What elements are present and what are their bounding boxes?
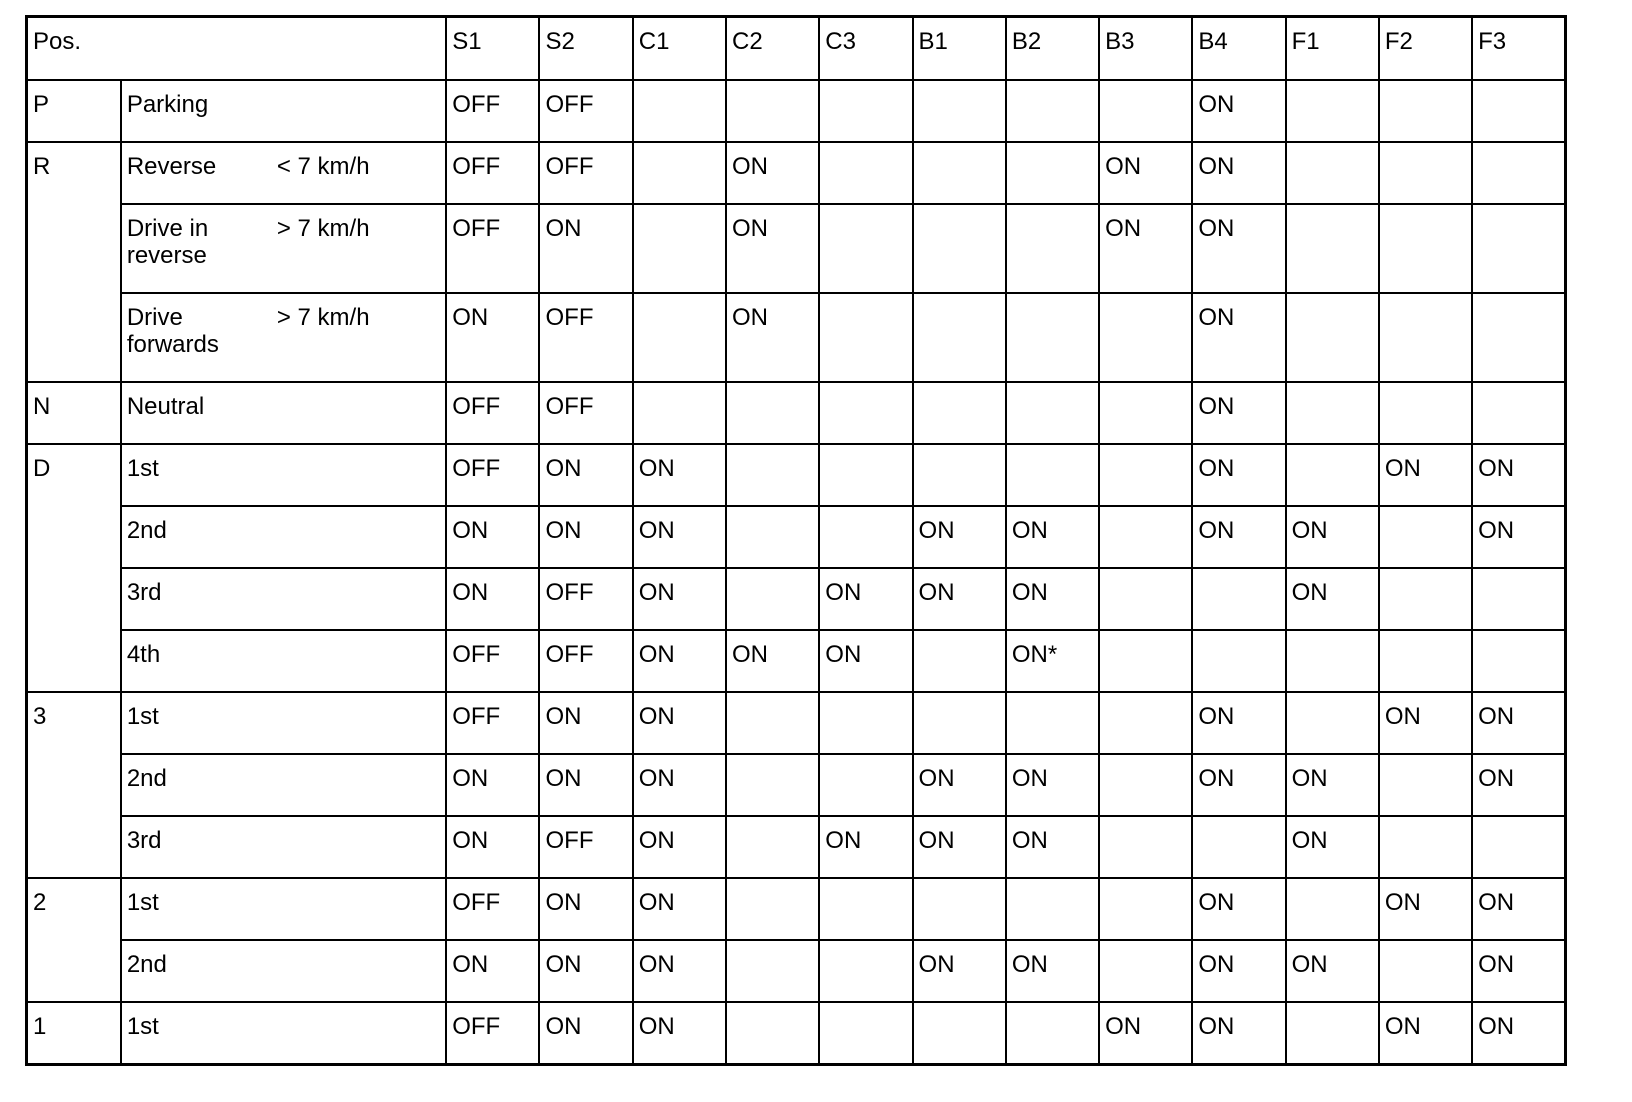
column-header: F3 <box>1472 17 1565 81</box>
state-cell <box>1472 568 1565 630</box>
state-cell: ON <box>1379 878 1472 940</box>
table-row <box>27 506 1566 568</box>
state-cell: OFF <box>446 1002 539 1065</box>
state-cell: ON* <box>1006 630 1099 692</box>
state-cell: ON <box>633 692 726 754</box>
row-label: Reverse <box>126 153 217 180</box>
state-cell <box>633 142 726 204</box>
state-cell: ON <box>539 692 632 754</box>
description-content <box>127 215 439 269</box>
state-cell: ON <box>726 293 819 382</box>
state-cell <box>913 878 1006 940</box>
description-cell <box>121 940 446 1002</box>
table-row <box>27 293 1566 382</box>
row-label: 4th <box>126 641 161 668</box>
description-cell <box>121 80 446 142</box>
state-cell: ON <box>1472 444 1565 506</box>
position-cell: P <box>27 80 121 142</box>
row-label: 1st <box>126 455 159 482</box>
state-cell <box>726 444 819 506</box>
state-cell: ON <box>539 204 632 293</box>
state-cell: OFF <box>539 568 632 630</box>
state-cell: ON <box>1192 293 1285 382</box>
state-cell: OFF <box>539 293 632 382</box>
description-content <box>127 579 439 606</box>
description-content <box>127 393 439 420</box>
state-cell <box>913 630 1006 692</box>
state-cell <box>633 293 726 382</box>
state-cell <box>1006 293 1099 382</box>
position-cell: R <box>27 142 121 382</box>
description-cell <box>121 1002 446 1065</box>
state-cell: ON <box>1192 754 1285 816</box>
state-cell: ON <box>726 630 819 692</box>
state-cell: OFF <box>446 204 539 293</box>
column-header: C3 <box>819 17 912 81</box>
state-cell <box>819 204 912 293</box>
description-cell <box>121 506 446 568</box>
state-cell <box>1286 1002 1379 1065</box>
state-cell: ON <box>1192 382 1285 444</box>
description-cell <box>121 692 446 754</box>
state-cell: ON <box>1006 754 1099 816</box>
state-cell <box>1472 630 1565 692</box>
state-cell: ON <box>1286 568 1379 630</box>
state-cell <box>1006 692 1099 754</box>
state-cell: ON <box>726 204 819 293</box>
row-label: 2nd <box>126 951 167 978</box>
table-body <box>27 80 1566 1065</box>
row-label: Drive forwards <box>126 304 219 358</box>
state-cell <box>1192 816 1285 878</box>
state-cell <box>1006 444 1099 506</box>
shift-element-table <box>25 15 1567 1066</box>
state-cell: ON <box>1379 1002 1472 1065</box>
column-header: F2 <box>1379 17 1472 81</box>
state-cell: ON <box>633 940 726 1002</box>
state-cell: ON <box>1192 444 1285 506</box>
table-row <box>27 692 1566 754</box>
state-cell <box>819 754 912 816</box>
description-cell <box>121 444 446 506</box>
column-header: C1 <box>633 17 726 81</box>
state-cell: ON <box>1192 80 1285 142</box>
position-header: Pos. <box>27 17 447 81</box>
description-content <box>127 153 439 180</box>
state-cell <box>1286 293 1379 382</box>
state-cell <box>1099 692 1192 754</box>
state-cell <box>819 444 912 506</box>
state-cell <box>1379 754 1472 816</box>
state-cell: ON <box>1192 506 1285 568</box>
state-cell <box>1286 382 1379 444</box>
state-cell: ON <box>446 506 539 568</box>
state-cell: ON <box>539 940 632 1002</box>
state-cell <box>1379 816 1472 878</box>
state-cell <box>913 444 1006 506</box>
state-cell <box>1099 940 1192 1002</box>
table-row <box>27 382 1566 444</box>
state-cell: OFF <box>539 382 632 444</box>
description-content <box>127 951 439 978</box>
state-cell <box>726 816 819 878</box>
state-cell: ON <box>819 568 912 630</box>
state-cell: ON <box>913 940 1006 1002</box>
state-cell: ON <box>913 816 1006 878</box>
state-cell <box>726 80 819 142</box>
state-cell: ON <box>1192 940 1285 1002</box>
state-cell: ON <box>633 630 726 692</box>
state-cell <box>1472 204 1565 293</box>
state-cell <box>819 506 912 568</box>
state-cell <box>1286 630 1379 692</box>
table-row <box>27 630 1566 692</box>
speed-condition: > 7 km/h <box>276 304 370 331</box>
description-content <box>127 304 439 358</box>
state-cell: OFF <box>446 80 539 142</box>
state-cell <box>1286 692 1379 754</box>
state-cell: ON <box>1006 940 1099 1002</box>
state-cell: ON <box>1192 142 1285 204</box>
description-cell <box>121 382 446 444</box>
state-cell <box>726 382 819 444</box>
row-label: 2nd <box>126 765 167 792</box>
row-label: Parking <box>126 91 209 118</box>
state-cell: ON <box>1099 204 1192 293</box>
state-cell: OFF <box>446 382 539 444</box>
state-cell: ON <box>446 816 539 878</box>
column-header: B3 <box>1099 17 1192 81</box>
state-cell <box>913 80 1006 142</box>
table-header <box>27 17 1566 81</box>
description-cell <box>121 754 446 816</box>
state-cell <box>913 142 1006 204</box>
state-cell <box>726 692 819 754</box>
state-cell: ON <box>1379 692 1472 754</box>
state-cell <box>1099 630 1192 692</box>
state-cell <box>1379 142 1472 204</box>
state-cell: ON <box>633 506 726 568</box>
description-content <box>127 1013 439 1040</box>
state-cell: ON <box>819 816 912 878</box>
state-cell: ON <box>633 444 726 506</box>
row-label: 2nd <box>126 517 167 544</box>
state-cell <box>1099 568 1192 630</box>
state-cell <box>913 204 1006 293</box>
description-content <box>127 765 439 792</box>
state-cell: OFF <box>446 630 539 692</box>
description-content <box>127 889 439 916</box>
column-header: S1 <box>446 17 539 81</box>
position-cell: 1 <box>27 1002 121 1065</box>
state-cell <box>1006 878 1099 940</box>
state-cell: ON <box>1192 692 1285 754</box>
state-cell <box>913 293 1006 382</box>
state-cell <box>1099 506 1192 568</box>
state-cell <box>819 692 912 754</box>
state-cell <box>1379 568 1472 630</box>
state-cell: OFF <box>539 816 632 878</box>
row-label: Neutral <box>126 393 205 420</box>
state-cell: ON <box>539 878 632 940</box>
state-cell: OFF <box>446 142 539 204</box>
state-cell <box>633 80 726 142</box>
state-cell: ON <box>1099 1002 1192 1065</box>
state-cell <box>1006 142 1099 204</box>
state-cell: ON <box>1006 816 1099 878</box>
state-cell: ON <box>446 754 539 816</box>
state-cell: OFF <box>446 692 539 754</box>
state-cell: ON <box>1286 816 1379 878</box>
state-cell <box>1379 630 1472 692</box>
description-cell <box>121 878 446 940</box>
state-cell: ON <box>913 568 1006 630</box>
state-cell <box>913 1002 1006 1065</box>
state-cell: ON <box>1006 568 1099 630</box>
position-cell: 2 <box>27 878 121 1002</box>
state-cell <box>726 506 819 568</box>
description-cell <box>121 630 446 692</box>
state-cell <box>819 382 912 444</box>
state-cell <box>1472 382 1565 444</box>
state-cell <box>633 382 726 444</box>
row-label: 1st <box>126 889 159 916</box>
state-cell <box>1379 940 1472 1002</box>
description-cell <box>121 204 446 293</box>
state-cell: ON <box>633 568 726 630</box>
table-row <box>27 816 1566 878</box>
state-cell: ON <box>539 754 632 816</box>
state-cell <box>1472 816 1565 878</box>
description-content <box>127 641 439 668</box>
state-cell <box>1192 568 1285 630</box>
state-cell: ON <box>446 568 539 630</box>
description-content <box>127 827 439 854</box>
table-row <box>27 80 1566 142</box>
state-cell <box>1099 293 1192 382</box>
state-cell <box>1472 80 1565 142</box>
state-cell: ON <box>1286 506 1379 568</box>
state-cell: OFF <box>539 80 632 142</box>
state-cell <box>1379 204 1472 293</box>
state-cell: OFF <box>539 630 632 692</box>
table-row <box>27 568 1566 630</box>
state-cell: ON <box>1099 142 1192 204</box>
state-cell: ON <box>539 444 632 506</box>
state-cell <box>913 692 1006 754</box>
column-header: F1 <box>1286 17 1379 81</box>
state-cell: ON <box>1192 204 1285 293</box>
state-cell <box>913 382 1006 444</box>
state-cell <box>1379 80 1472 142</box>
state-cell: ON <box>1286 940 1379 1002</box>
table-row <box>27 1002 1566 1065</box>
state-cell <box>819 878 912 940</box>
state-cell: ON <box>1286 754 1379 816</box>
state-cell <box>1099 878 1192 940</box>
speed-condition: < 7 km/h <box>276 153 370 180</box>
column-header: B2 <box>1006 17 1099 81</box>
state-cell: ON <box>1472 1002 1565 1065</box>
speed-condition: > 7 km/h <box>276 215 370 242</box>
state-cell <box>1286 878 1379 940</box>
state-cell: ON <box>539 506 632 568</box>
state-cell: OFF <box>446 444 539 506</box>
state-cell: ON <box>1379 444 1472 506</box>
state-cell <box>1099 444 1192 506</box>
state-cell: ON <box>726 142 819 204</box>
description-cell <box>121 568 446 630</box>
state-cell <box>1006 382 1099 444</box>
state-cell <box>1472 293 1565 382</box>
state-cell <box>819 80 912 142</box>
state-cell: ON <box>819 630 912 692</box>
state-cell: OFF <box>446 878 539 940</box>
header-row <box>27 17 1566 81</box>
table-row <box>27 444 1566 506</box>
row-label: 3rd <box>126 579 162 606</box>
state-cell <box>819 940 912 1002</box>
state-cell <box>1099 754 1192 816</box>
column-header: B4 <box>1192 17 1285 81</box>
table-row <box>27 940 1566 1002</box>
state-cell <box>1286 80 1379 142</box>
state-cell <box>726 1002 819 1065</box>
position-cell: N <box>27 382 121 444</box>
state-cell <box>1099 382 1192 444</box>
state-cell <box>726 754 819 816</box>
state-cell <box>726 940 819 1002</box>
state-cell: ON <box>1472 940 1565 1002</box>
state-cell: ON <box>539 1002 632 1065</box>
state-cell: OFF <box>539 142 632 204</box>
state-cell <box>1099 816 1192 878</box>
description-content <box>127 91 439 118</box>
state-cell <box>1286 444 1379 506</box>
description-cell <box>121 293 446 382</box>
state-cell <box>1379 382 1472 444</box>
column-header: C2 <box>726 17 819 81</box>
state-cell: ON <box>1192 1002 1285 1065</box>
state-cell: ON <box>1472 692 1565 754</box>
state-cell <box>819 1002 912 1065</box>
state-cell <box>1006 80 1099 142</box>
table-row <box>27 204 1566 293</box>
state-cell <box>1286 204 1379 293</box>
description-cell <box>121 142 446 204</box>
state-cell: ON <box>913 506 1006 568</box>
table-row <box>27 754 1566 816</box>
position-cell: 3 <box>27 692 121 878</box>
description-content <box>127 455 439 482</box>
state-cell <box>819 142 912 204</box>
state-cell <box>633 204 726 293</box>
row-label: 1st <box>126 1013 159 1040</box>
state-cell <box>1192 630 1285 692</box>
state-cell <box>1006 204 1099 293</box>
state-cell <box>726 568 819 630</box>
description-content <box>127 703 439 730</box>
row-label: 1st <box>126 703 159 730</box>
state-cell <box>819 293 912 382</box>
state-cell <box>1379 506 1472 568</box>
row-label: Drive in reverse <box>126 215 209 269</box>
state-cell: ON <box>633 1002 726 1065</box>
state-cell <box>1099 80 1192 142</box>
state-cell: ON <box>1472 754 1565 816</box>
column-header: S2 <box>539 17 632 81</box>
column-header: B1 <box>913 17 1006 81</box>
state-cell: ON <box>913 754 1006 816</box>
table-row <box>27 142 1566 204</box>
state-cell <box>726 878 819 940</box>
row-label: 3rd <box>126 827 162 854</box>
state-cell: ON <box>1472 878 1565 940</box>
state-cell <box>1286 142 1379 204</box>
state-cell <box>1472 142 1565 204</box>
description-content <box>127 517 439 544</box>
state-cell: ON <box>446 940 539 1002</box>
state-cell: ON <box>633 878 726 940</box>
state-cell: ON <box>633 754 726 816</box>
state-cell: ON <box>1006 506 1099 568</box>
position-cell: D <box>27 444 121 692</box>
state-cell <box>1006 1002 1099 1065</box>
table-row <box>27 878 1566 940</box>
state-cell: ON <box>1472 506 1565 568</box>
state-cell: ON <box>1192 878 1285 940</box>
description-cell <box>121 816 446 878</box>
state-cell <box>1379 293 1472 382</box>
state-cell: ON <box>633 816 726 878</box>
state-cell: ON <box>446 293 539 382</box>
